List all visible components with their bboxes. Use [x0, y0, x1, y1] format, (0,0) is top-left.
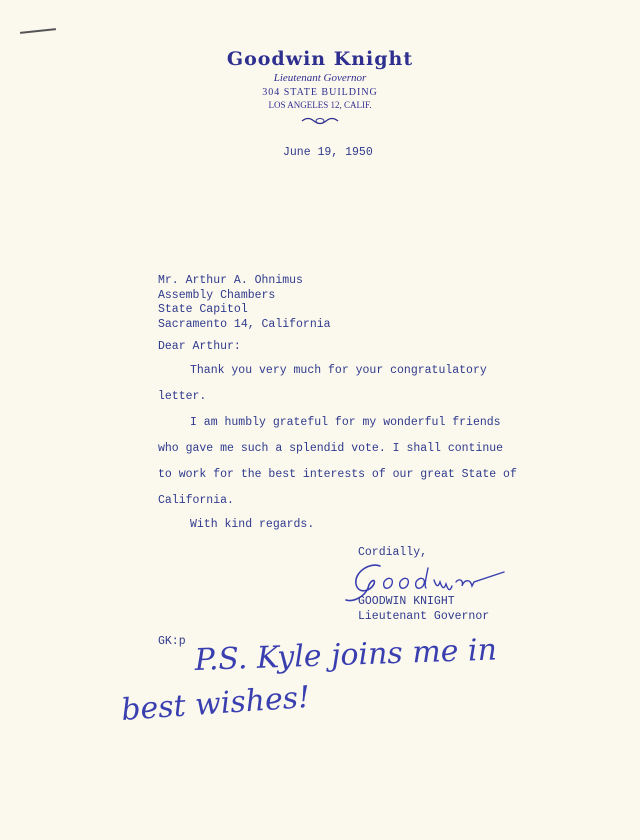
reference-initials: GK:p: [158, 635, 186, 648]
closing: Cordially,: [358, 546, 428, 559]
recipient-line: Assembly Chambers: [158, 288, 276, 302]
recipient-line: Sacramento 14, California: [158, 317, 331, 331]
body-line: California.: [158, 494, 234, 507]
handwritten-postscript: [110, 628, 580, 728]
recipient-line: State Capitol: [158, 303, 248, 316]
letterhead-city: LOS ANGELES 12, CALIF.: [268, 100, 372, 110]
postscript-line: best wishes!: [120, 679, 312, 728]
body-line: who gave me such a splendid vote. I shall continue: [158, 442, 504, 455]
ornament-icon: [300, 116, 340, 126]
body-line: I am humbly grateful for my wonderful friends: [190, 416, 501, 429]
salutation: Dear Arthur:: [158, 340, 241, 353]
pencil-mark: [20, 28, 56, 34]
body-line: to work for the best interests of our great State of: [158, 468, 517, 481]
recipient-line: Mr. Arthur A. Ohnimus: [158, 274, 303, 287]
body-line: Thank you very much for your congratulatory: [190, 364, 487, 377]
postscript-line: P.S. Kyle joins me in: [194, 632, 498, 678]
signature-block: [358, 595, 489, 624]
body-line: letter.: [158, 390, 207, 403]
signer-title: Lieutenant Governor: [358, 609, 490, 623]
body-line: With kind regards.: [190, 518, 315, 531]
letterhead: [200, 48, 440, 131]
letterhead-address: 304 STATE BUILDING: [262, 87, 378, 98]
letterhead-title: Lieutenant Governor: [273, 72, 367, 84]
recipient-address: [158, 274, 331, 332]
signer-name: GOODWIN KNIGHT: [358, 595, 455, 608]
letterhead-name: Goodwin Knight: [226, 48, 414, 70]
letter-date: June 19, 1950: [283, 146, 373, 159]
